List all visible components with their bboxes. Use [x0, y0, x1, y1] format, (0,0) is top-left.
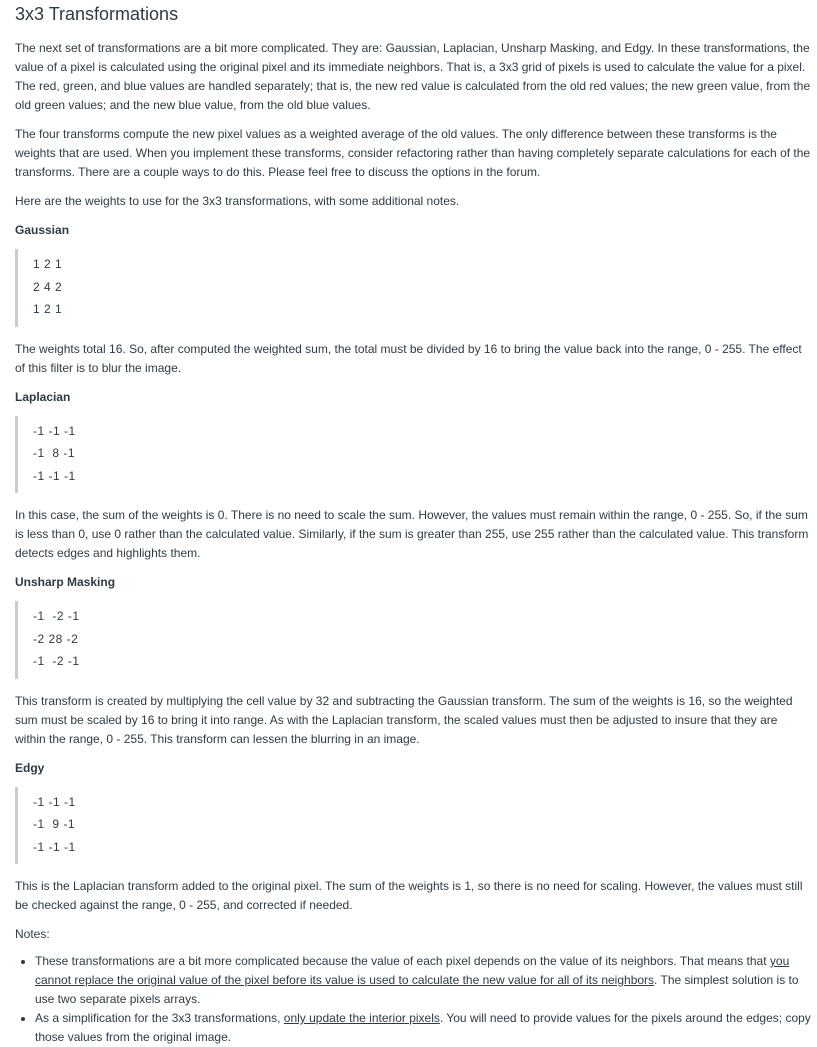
- matrix-row: 1 2 1: [33, 302, 63, 316]
- note-link-interior-pixels[interactable]: only update the interior pixels: [283, 1011, 440, 1025]
- intro-paragraph-2: The four transforms compute the new pixel values as a weighted average of the old values. The only difference between these transforms is the weights that are used. When you implement these transforms, consider refactoring rather than having completely separate calculations for each of the transforms. There are a couple ways to do this. Please feel free to discuss the options in the forum.: [15, 127, 811, 179]
- edgy-note: This is the Laplacian transform added to the original pixel. The sum of the weights is 1, so there is no need for scaling. However, the values must still be checked against the range, 0 - 255, and corrected if needed.: [15, 879, 803, 912]
- note-text: . You will need to provide values for the pixels around the edges; copy those values from the original image.: [35, 1011, 811, 1044]
- laplacian-matrix: [15, 416, 811, 494]
- edgy-matrix: [15, 787, 811, 865]
- matrix-row: -1 -1 -1: [33, 839, 76, 854]
- matrix-row: -2 28 -2: [33, 631, 79, 646]
- matrix-row: -1 -2 -1: [33, 609, 80, 623]
- gaussian-matrix: [15, 249, 811, 327]
- list-item: [35, 1009, 811, 1047]
- list-item: [35, 952, 811, 1009]
- laplacian-heading: Laplacian: [15, 389, 71, 404]
- matrix-row: 2 4 2: [33, 279, 63, 294]
- note-text: As a simplification for the 3x3 transformations,: [35, 1011, 284, 1025]
- note-link-neighbors[interactable]: you cannot replace the original value of the pixel before its value is used to calculate the new value for all of its neighbors: [35, 954, 790, 987]
- matrix-row: -1 -1 -1: [33, 423, 76, 438]
- unsharp-masking-matrix: [15, 601, 811, 679]
- matrix-row: -1 -2 -1: [33, 654, 80, 668]
- intro-paragraph-1: The next set of transformations are a bit more complicated. They are: Gaussian, Laplacian, Unsharp Masking, and Edgy. In these transformations, the value of a pixel is calculated using the original pixel and its immediate neighbors. That is, a 3x3 grid of pixels is used to calculate the value for a pixel. The red, green, and blue values are handled separately; that is, the new red value is calculated from the old red values; the new green value, from the old green values; and the new blue value, from the old blue values.: [15, 41, 811, 112]
- matrix-row: -1 -1 -1: [33, 468, 76, 483]
- laplacian-note: In this case, the sum of the weights is 0. There is no need to scale the sum. However, the values must remain within the range, 0 - 255. So, if the sum is less than 0, use 0 rather than the calculated value. Similarly, if the sum is greater than 255, use 255 rather than the calculated value. This transform detects edges and highlights them.: [15, 508, 809, 560]
- note-text: . The simplest solution is to use two separate pixels arrays.: [35, 973, 799, 1006]
- unsharp-masking-heading: Unsharp Masking: [15, 575, 116, 589]
- notes-heading: Notes:: [15, 927, 50, 941]
- page-content: [0, 2, 817, 1047]
- matrix-row: -1 9 -1: [33, 817, 76, 831]
- matrix-row: -1 -1 -1: [33, 794, 76, 809]
- gaussian-heading: Gaussian: [15, 223, 70, 237]
- unsharp-masking-note: This transform is created by multiplying the cell value by 32 and subtracting the Gaussian transform. The sum of the weights is 16, so the weighted sum must be scaled by 16 to bring it into range. As with the Laplacian transform, the scaled values must then be adjusted to insure that they are within the range, 0 - 255. This transform can lessen the blurring in an image.: [15, 693, 793, 746]
- note-text: These transformations are a bit more complicated because the value of each pixel depends on the value of its neighbors. That means that: [35, 954, 770, 968]
- matrix-row: -1 8 -1: [33, 446, 76, 460]
- intro-paragraph-3: Here are the weights to use for the 3x3 transformations, with some additional notes.: [15, 194, 460, 208]
- page-title: 3x3 Transformations: [15, 4, 179, 24]
- notes-list: [15, 952, 811, 1047]
- gaussian-note: The weights total 16. So, after computed the weighted sum, the total must be divided by 16 to bring the value back into the range, 0 - 255. The effect of this filter is to blur the image.: [15, 341, 802, 375]
- edgy-heading: Edgy: [15, 760, 45, 775]
- matrix-row: 1 2 1: [33, 257, 63, 271]
